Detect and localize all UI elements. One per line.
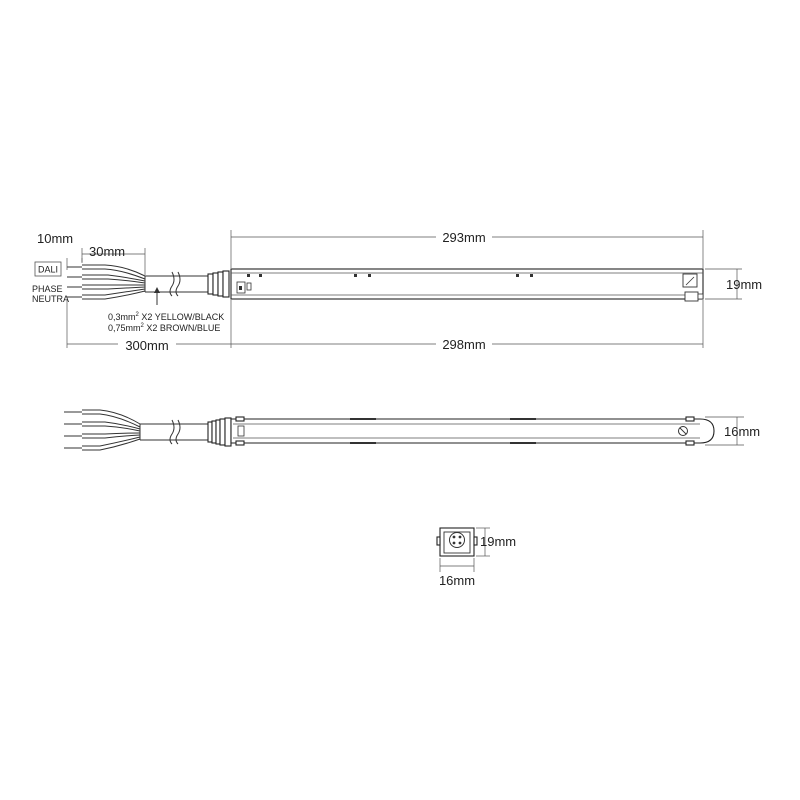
end-view-body [437, 528, 477, 556]
wire-spec-line-1: $0,3mm^2$ X2 YELLOW/BLACK [108, 312, 225, 322]
stripped-wires [67, 265, 145, 299]
driver-body-top [231, 417, 714, 445]
dim-total-length [231, 300, 703, 352]
driver-body-side [231, 269, 703, 301]
dim-end-height [476, 528, 516, 556]
svg-text:30mm: 30mm [89, 244, 126, 259]
svg-text:19mm: 19mm [480, 534, 517, 549]
top-view-wires [64, 410, 140, 450]
svg-text:19mm: 19mm [726, 277, 763, 292]
end-view [437, 528, 516, 588]
top-view-sheath [140, 420, 208, 444]
svg-text:16mm: 16mm [438, 573, 476, 588]
strain-relief [208, 271, 229, 297]
wire-spec-line-2: $0,75mm^2$ X2 BROWN/BLUE [108, 323, 221, 333]
svg-text:10mm: 10mm [37, 231, 74, 246]
svg-text:293mm: 293mm [442, 230, 486, 245]
dim-height [705, 269, 762, 299]
svg-text:298mm: 298mm [442, 337, 486, 352]
phase-label: PHASE [32, 284, 63, 294]
svg-text:300mm: 300mm [125, 338, 169, 353]
dim-driver-length [231, 230, 703, 268]
neutral-label: NEUTRA [32, 294, 70, 304]
top-view-strain-relief [208, 418, 231, 446]
dim-end-width [439, 558, 475, 588]
svg-text:16mm: 16mm [724, 424, 761, 439]
top-view [64, 410, 760, 450]
dali-label: DALI [37, 264, 59, 275]
wire-spec-callout [108, 287, 224, 333]
side-view [32, 230, 762, 353]
